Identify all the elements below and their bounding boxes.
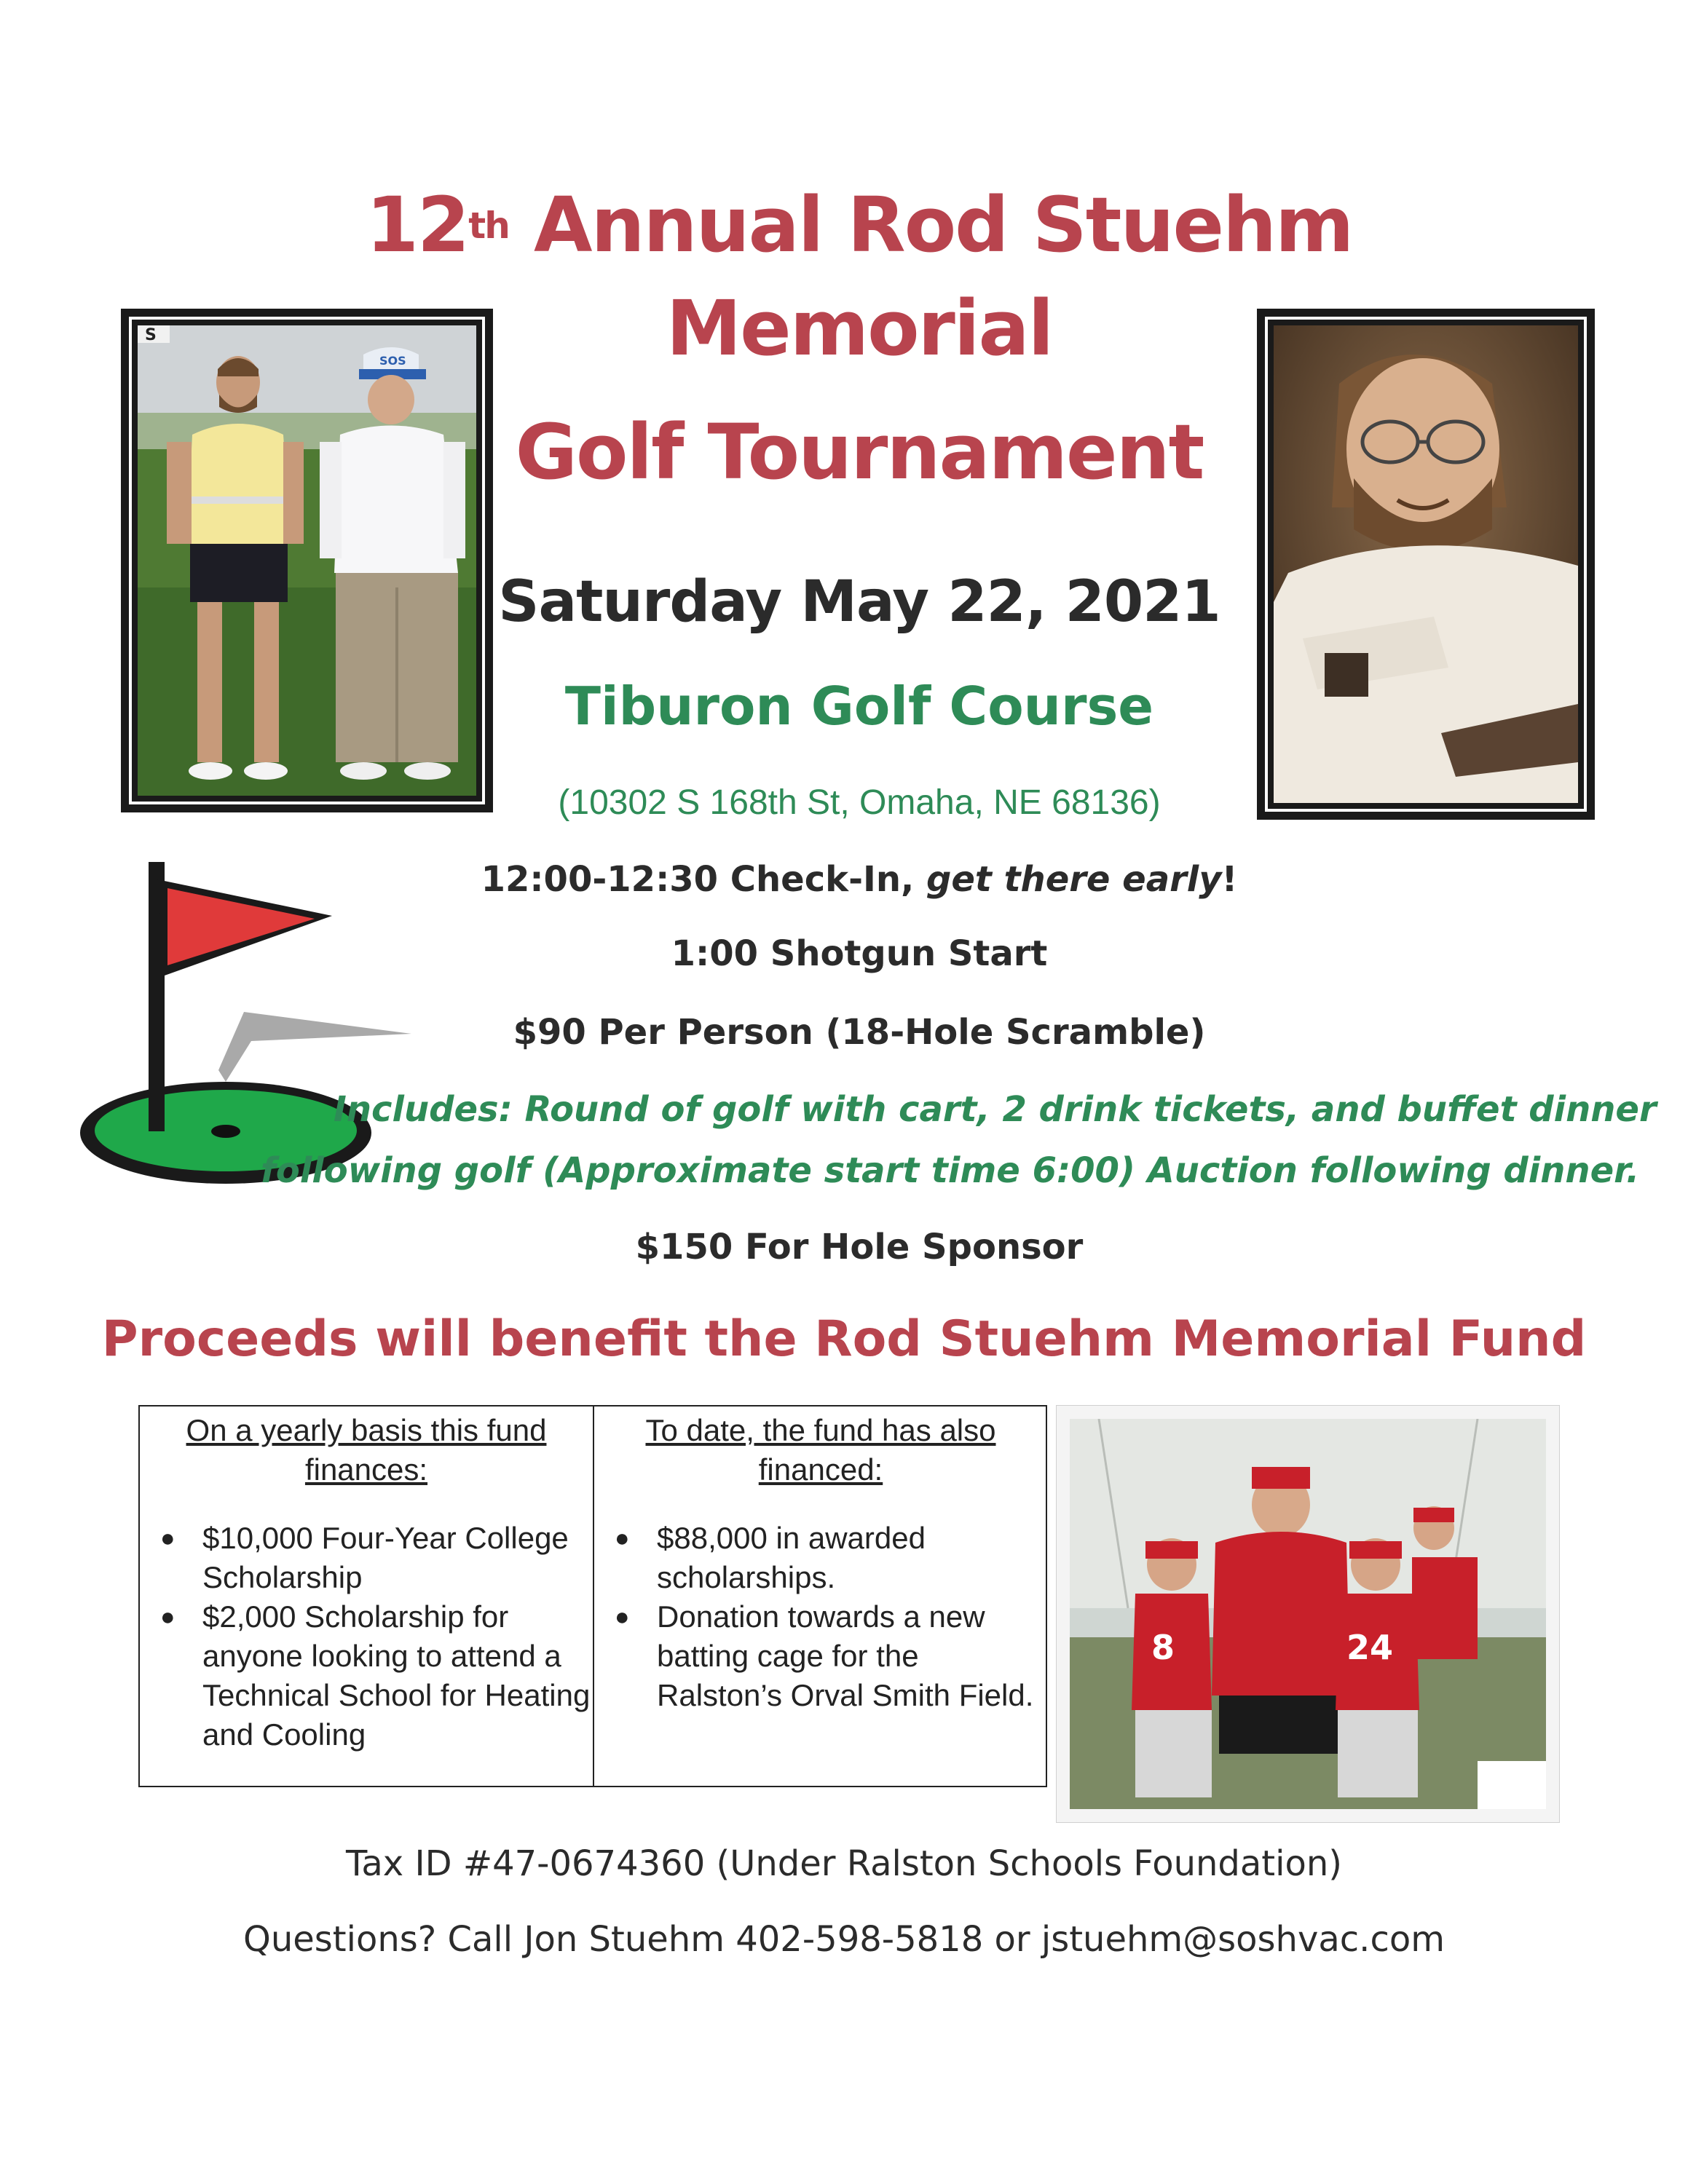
shotgun-start: 1:00 Shotgun Start	[671, 933, 1048, 974]
title-ordinal-suffix: th	[468, 205, 509, 247]
includes-line-1: Includes: Round of golf with cart, 2 drink tickets, and buffet dinner	[334, 1089, 1657, 1130]
event-date: Saturday May 22, 2021	[498, 569, 1220, 635]
photo-portrait	[1257, 309, 1595, 820]
list-item	[140, 1597, 593, 1754]
proceeds-heading: Proceeds will benefit the Rod Stuehm Memorial Fund	[101, 1310, 1587, 1368]
title-line-1-rest: Annual Rod Stuehm	[508, 181, 1353, 269]
fund-table	[138, 1405, 1047, 1787]
bullet-icon: ●	[160, 1524, 175, 1552]
bullet-icon: ●	[160, 1603, 175, 1631]
checkin-note: get there early	[926, 859, 1222, 900]
list-item-text: Donation towards a new batting cage for the Ralston’s Orval Smith Field.	[657, 1599, 1034, 1712]
title-ordinal-number: 12	[366, 181, 469, 269]
list-item-text: $10,000 Four-Year College Scholarship	[202, 1521, 569, 1594]
includes-line-2: following golf (Approximate start time 6:00) Auction following dinner.	[261, 1150, 1640, 1191]
golf-flag-icon	[73, 850, 415, 1192]
yearly-heading: On a yearly basis this fund finances:	[186, 1413, 547, 1487]
venue-address: (10302 S 168th St, Omaha, NE 68136)	[558, 783, 1161, 822]
photo-baseball-team	[1056, 1405, 1560, 1823]
jersey-number-right: 24	[1346, 1628, 1394, 1667]
checkin-line	[437, 859, 1282, 900]
jersey-number-left: 8	[1151, 1628, 1175, 1667]
checkin-time: 12:00-12:30 Check-In,	[481, 859, 926, 900]
list-item	[594, 1597, 1047, 1715]
yearly-column	[140, 1406, 593, 1786]
list-item	[140, 1519, 593, 1597]
list-item-text: $2,000 Scholarship for anyone looking to attend a Technical School for Heating and Cooling	[202, 1599, 591, 1752]
tax-id: Tax ID #47-0674360 (Under Ralston Schools Foundation)	[346, 1843, 1342, 1884]
hole-sponsor-price: $150 For Hole Sponsor	[635, 1227, 1084, 1267]
title-line-1	[306, 181, 1413, 269]
checkin-end: !	[1221, 859, 1238, 900]
yearly-list	[140, 1519, 593, 1754]
venue-name: Tiburon Golf Course	[564, 676, 1154, 737]
bullet-icon: ●	[615, 1603, 630, 1631]
title-line-2: Memorial	[666, 284, 1053, 373]
to-date-heading: To date, the fund has also financed:	[645, 1413, 996, 1487]
list-item-text: $88,000 in awarded scholarships.	[657, 1521, 926, 1594]
list-item	[594, 1519, 1047, 1597]
contact-line: Questions? Call Jon Stuehm 402-598-5818 or jstuehm@soshvac.com	[243, 1919, 1445, 1960]
photo-tag-letter: S	[145, 326, 157, 344]
title-line-3: Golf Tournament	[515, 408, 1204, 496]
to-date-column	[594, 1406, 1047, 1786]
cap-logo-text: SOS	[379, 354, 406, 368]
price-per-person: $90 Per Person (18-Hole Scramble)	[513, 1012, 1206, 1053]
bullet-icon: ●	[615, 1524, 630, 1552]
photo-two-golfers	[121, 309, 493, 812]
to-date-list	[594, 1519, 1047, 1715]
